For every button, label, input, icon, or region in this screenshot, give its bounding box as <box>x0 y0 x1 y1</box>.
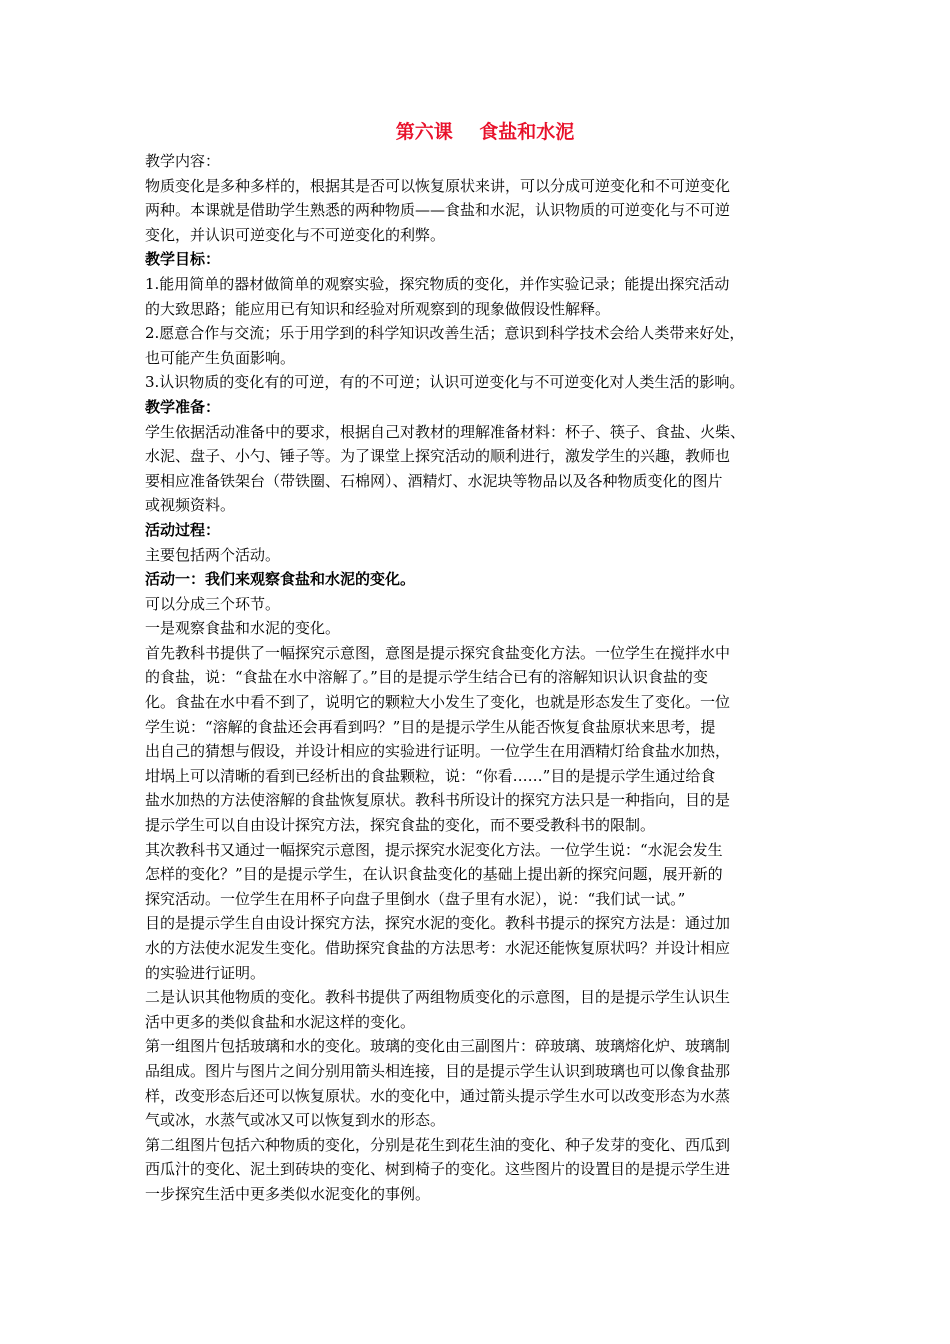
text-line: 第二组图片包括六种物质的变化，分别是花生到花生油的变化、种子发芽的变化、西瓜到 <box>145 1135 731 1154</box>
section-heading: 教学准备： <box>145 397 221 416</box>
document-page <box>145 120 825 1207</box>
text-line: 西瓜汁的变化、泥土到砖块的变化、树到椅子的变化。这些图片的设置目的是提示学生进 <box>145 1160 731 1179</box>
text-line: 的实验进行证明。 <box>145 963 266 982</box>
text-line: 怎样的变化？”目的是提示学生，在认识食盐变化的基础上提出新的探究问题，展开新的 <box>145 865 723 884</box>
text-line: 1.能用简单的器材做简单的观察实验，探究物质的变化，并作实验记录；能提出探究活动 <box>145 274 730 293</box>
document-body <box>145 149 825 1207</box>
text-line: 化。食盐在水中看不到了，说明它的颗粒大小发生了变化，也就是形态发生了变化。一位 <box>145 693 731 712</box>
section-heading: 活动过程： <box>145 520 221 539</box>
text-line: 样，改变形态后还可以恢复原状。水的变化中，通过箭头提示学生水可以改变形态为水蒸 <box>145 1086 731 1105</box>
text-line: 盐水加热的方法使溶解的食盐恢复原状。教科书所设计的探究方法只是一种指向，目的是 <box>145 791 731 810</box>
section-heading: 活动一：我们来观察食盐和水泥的变化。 <box>145 570 416 589</box>
text-line: 一步探究生活中更多类似水泥变化的事例。 <box>145 1184 431 1203</box>
text-line: 其次教科书又通过一幅探究示意图，提示探究水泥变化方法。一位学生说：“水泥会发生 <box>145 840 723 859</box>
text-line: 物质变化是多种多样的，根据其是否可以恢复原状来讲，可以分成可逆变化和不可逆变化 <box>145 176 731 195</box>
text-line: 要相应准备铁架台（带铁圈、石棉网）、酒精灯、水泥块等物品以及各种物质变化的图片 <box>145 471 723 490</box>
text-line: 水泥、盘子、小勺、锤子等。为了课堂上探究活动的顺利进行，激发学生的兴趣，教师也 <box>145 447 731 466</box>
text-line: 活中更多的类似食盐和水泥这样的变化。 <box>145 1012 416 1031</box>
text-line: 出自己的猜想与假设，并设计相应的实验进行证明。一位学生在用酒精灯给食盐水加热， <box>145 742 731 761</box>
text-line: 首先教科书提供了一幅探究示意图，意图是提示探究食盐变化方法。一位学生在搅拌水中 <box>145 643 731 662</box>
text-line: 2.愿意合作与交流；乐于用学到的科学知识改善生活；意识到科学技术会给人类带来好处， <box>145 324 745 343</box>
text-line: 也可能产生负面影响。 <box>145 348 296 367</box>
text-line: 气或冰，水蒸气或冰又可以恢复到水的形态。 <box>145 1111 446 1130</box>
text-line: 水的方法使水泥发生变化。借助探究食盐的方法思考：水泥还能恢复原状吗？并设计相应 <box>145 939 731 957</box>
text-line: 目的是提示学生自由设计探究方法，探究水泥的变化。教科书提示的探究方法是：通过加 <box>145 914 731 933</box>
text-line: 提示学生可以自由设计探究方法，探究食盐的变化，而不要受教科书的限制。 <box>145 816 656 835</box>
text-line: 学生依据活动准备中的要求，根据自己对教材的理解准备材料：杯子、筷子、食盐、火柴、 <box>145 422 746 441</box>
section-heading: 教学目标： <box>145 250 221 269</box>
text-line: 品组成。图片与图片之间分别用箭头相连接，目的是提示学生认识到玻璃也可以像食盐那 <box>145 1061 731 1080</box>
text-line: 坩埚上可以清晰的看到已经析出的食盐颗粒，说：“你看……”目的是提示学生通过给食 <box>145 766 716 785</box>
text-line: 的食盐，说：“食盐在水中溶解了。”目的是提示学生结合已有的溶解知识认识食盐的变 <box>145 668 708 687</box>
text-line: 一是观察食盐和水泥的变化。 <box>145 619 341 638</box>
text-line: 或视频资料。 <box>145 496 236 515</box>
text-line: 教学内容： <box>145 152 221 170</box>
text-line: 两种。本课就是借助学生熟悉的两种物质——食盐和水泥，认识物质的可逆变化与不可逆 <box>145 201 731 220</box>
page-title: 第六课 食盐和水泥 <box>395 121 575 143</box>
text-line: 变化，并认识可逆变化与不可逆变化的利弊。 <box>145 225 446 244</box>
text-line: 探究活动。一位学生在用杯子向盘子里倒水（盘子里有水泥），说：“我们试一试。” <box>145 889 686 908</box>
text-line: 3.认识物质的变化有的可逆，有的不可逆；认识可逆变化与不可逆变化对人类生活的影响。 <box>145 373 745 392</box>
text-line: 学生说：“溶解的食盐还会再看到吗？”目的是提示学生从能否恢复食盐原状来思考，提 <box>145 717 716 736</box>
text-line: 的大致思路；能应用已有知识和经验对所观察到的现象做假设性解释。 <box>145 299 611 318</box>
text-line: 可以分成三个环节。 <box>145 594 281 613</box>
text-line: 二是认识其他物质的变化。教科书提供了两组物质变化的示意图，目的是提示学生认识生 <box>145 988 731 1007</box>
text-line: 第一组图片包括玻璃和水的变化。玻璃的变化由三副图片：碎玻璃、玻璃熔化炉、玻璃制 <box>145 1037 731 1056</box>
text-line: 主要包括两个活动。 <box>145 545 281 564</box>
